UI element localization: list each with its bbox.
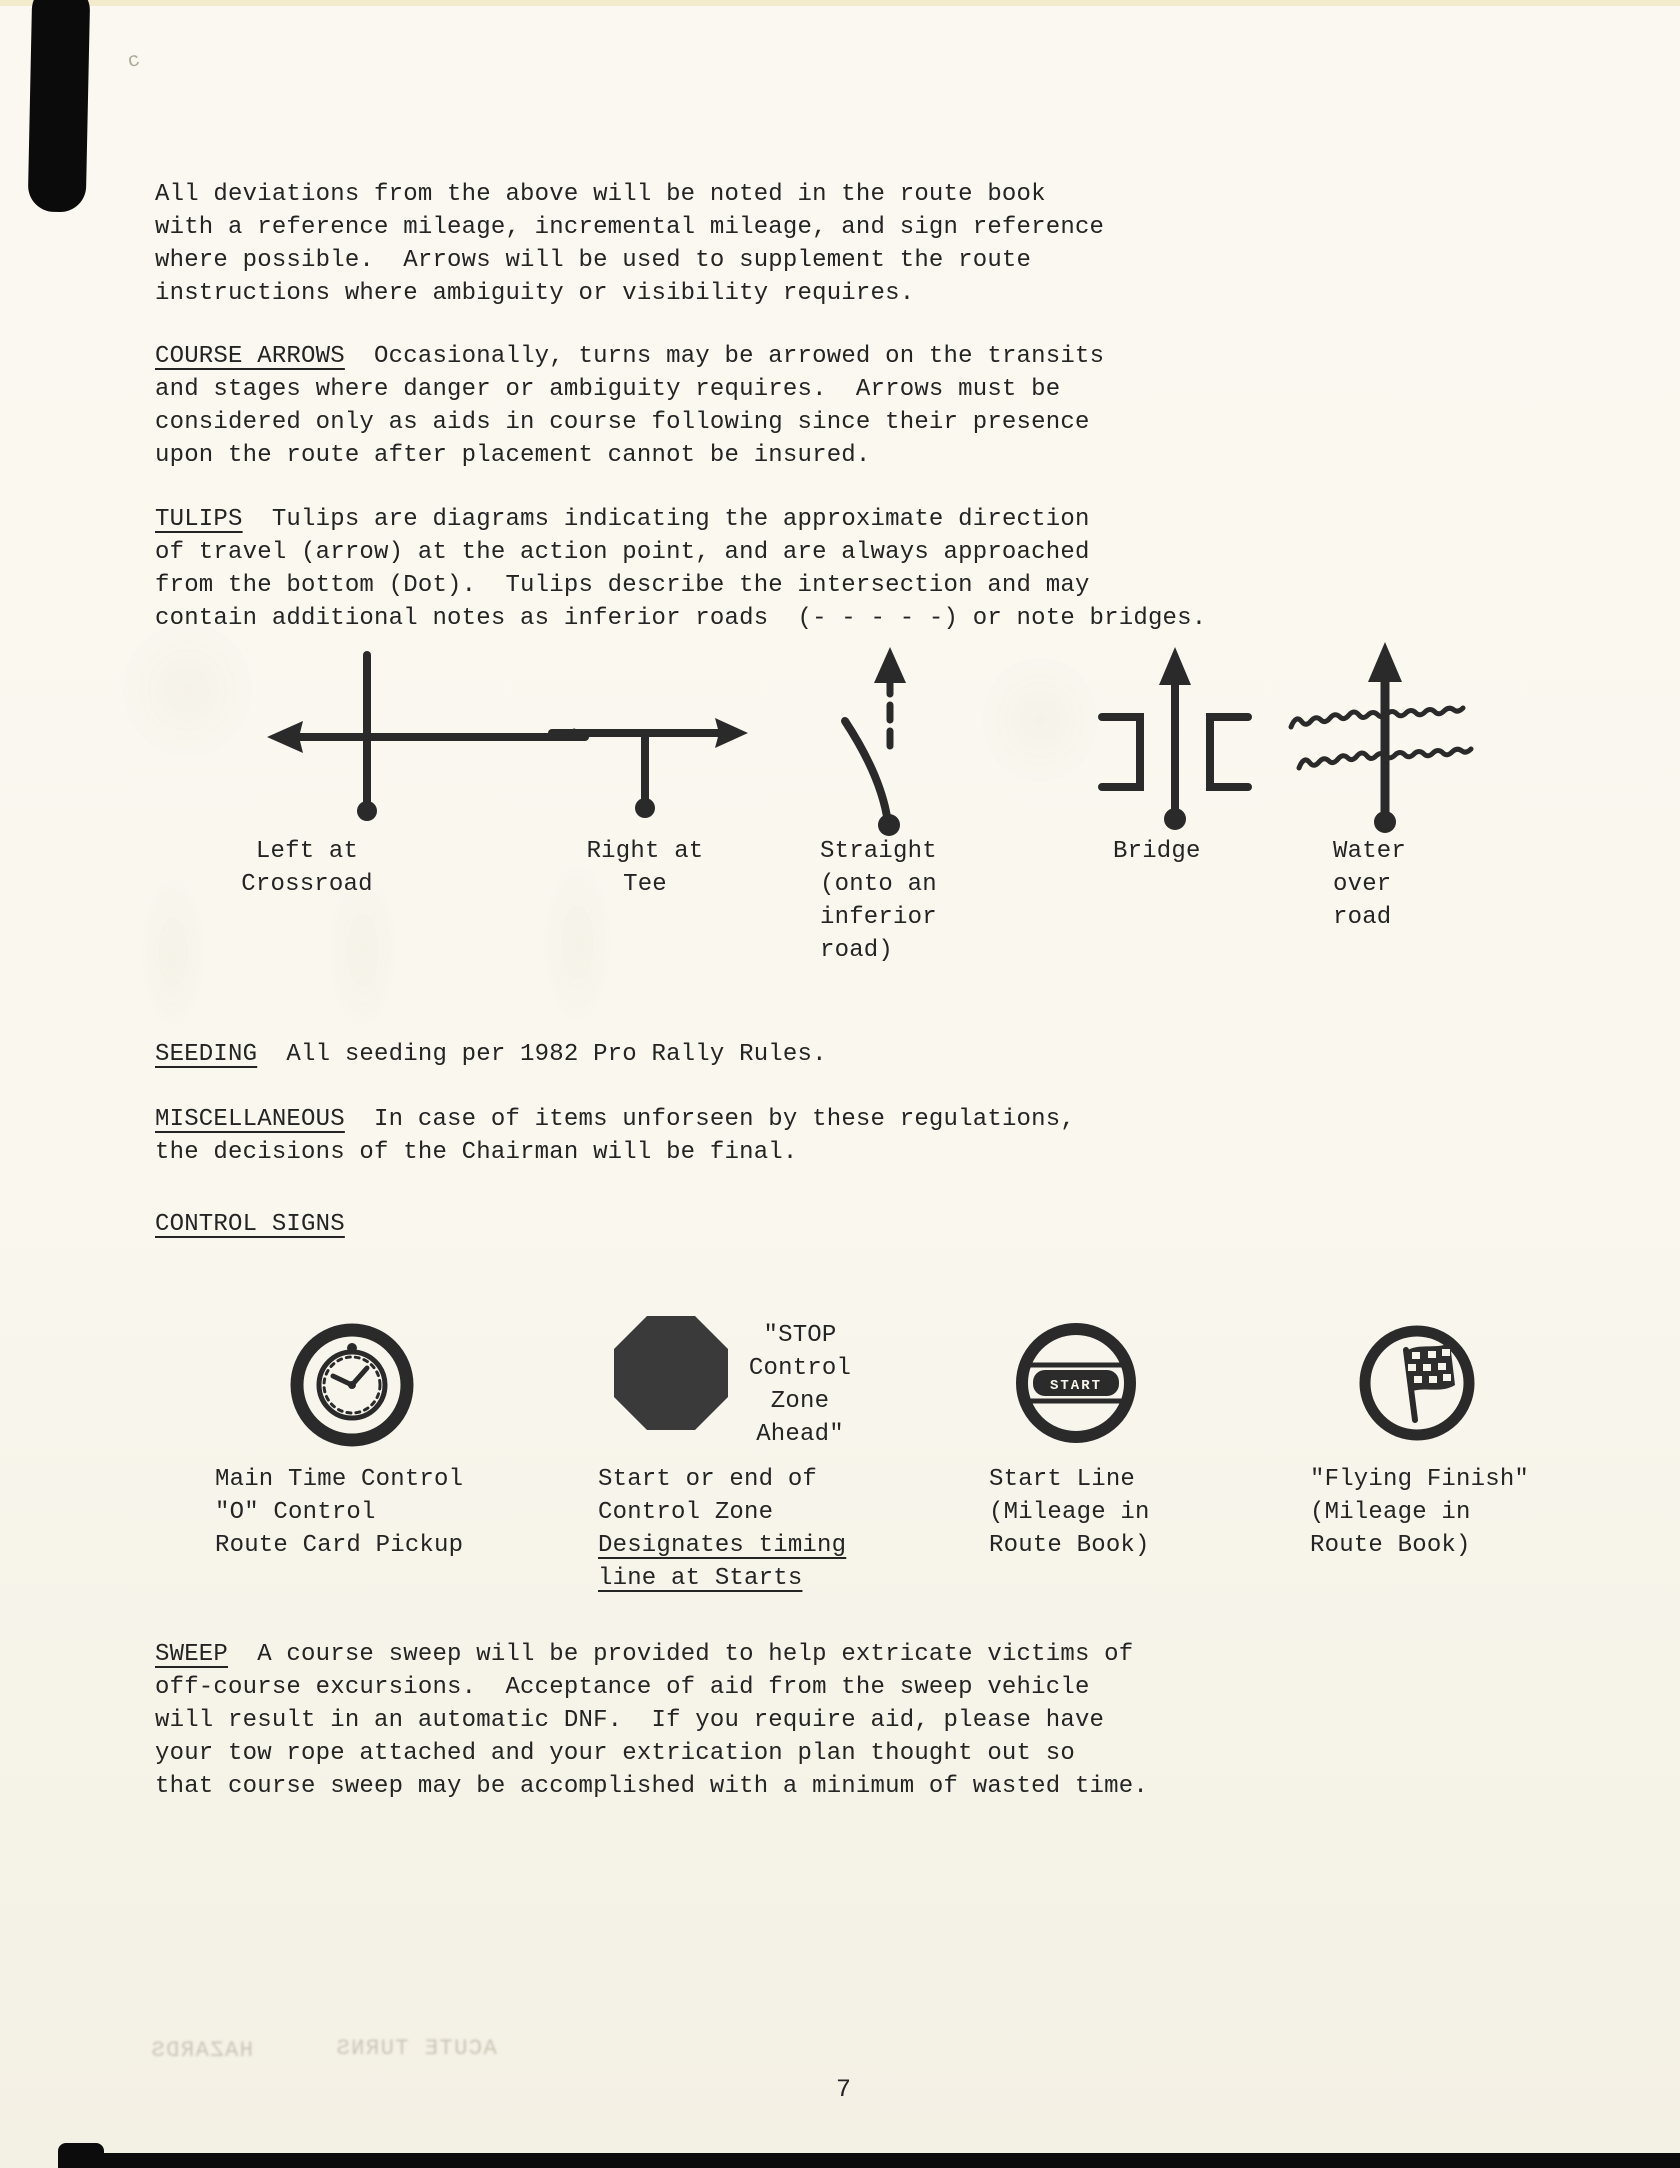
- underlined-span: line at Starts: [598, 1565, 803, 1592]
- text-line: Start Line: [989, 1466, 1136, 1493]
- intro-paragraph: [155, 178, 1104, 310]
- start-icon-text: START: [1049, 1378, 1103, 1394]
- text-line: Control: [748, 1355, 852, 1382]
- control-zone-caption: [598, 1463, 846, 1595]
- text-line: Straight: [820, 838, 937, 865]
- text-line: Tee: [623, 871, 667, 898]
- text-line: instructions where ambiguity or visibility requires.: [155, 280, 915, 307]
- text-line: "O" Control: [215, 1499, 376, 1526]
- text-line: "STOP: [763, 1322, 837, 1349]
- seeding-paragraph: [155, 1038, 827, 1071]
- sweep-paragraph: [155, 1638, 1148, 1803]
- start-line-caption: [989, 1463, 1150, 1562]
- text-line: will result in an automatic DNF. If you require aid, please have: [155, 1707, 1105, 1734]
- seeding-heading: SEEDING: [155, 1041, 258, 1068]
- text-line: of travel (arrow) at the action point, and are always approached: [155, 539, 1090, 566]
- text-line: Ahead": [756, 1421, 844, 1448]
- water-label: [1333, 835, 1406, 934]
- bleedthrough-text: HAZARDS: [150, 2038, 253, 2063]
- tee-right-tulip-diagram: [535, 685, 765, 835]
- text-line: Main Time Control: [215, 1466, 464, 1493]
- miscellaneous-heading: MISCELLANEOUS: [155, 1106, 345, 1133]
- text-line: Control Zone: [598, 1499, 774, 1526]
- text-line: [155, 1208, 345, 1241]
- text-line: upon the route after placement cannot be insured.: [155, 442, 871, 469]
- text-line: All deviations from the above will be noted in the route book: [155, 181, 1046, 208]
- miscellaneous-paragraph: [155, 1103, 1075, 1169]
- text-line: (Mileage in: [1310, 1499, 1471, 1526]
- underlined-span: Designates timing: [598, 1532, 847, 1559]
- text-line: Water: [1333, 838, 1407, 865]
- text-line: Route Book): [989, 1532, 1150, 1559]
- text-line: [155, 340, 1104, 373]
- page-number: 7: [836, 2075, 852, 2104]
- text-line: from the bottom (Dot). Tulips describe the intersection and may: [155, 572, 1090, 599]
- text-line: road: [1333, 904, 1392, 931]
- text-span: Tulips are diagrams indicating the approximate direction: [242, 506, 1090, 533]
- text-line: (onto an: [820, 871, 937, 898]
- text-line: that course sweep may be accomplished with a minimum of wasted time.: [155, 1773, 1148, 1800]
- text-line: [155, 1038, 827, 1071]
- text-line: considered only as aids in course following since their presence: [155, 409, 1090, 436]
- text-span: A course sweep will be provided to help extricate victims of: [228, 1641, 1134, 1668]
- text-line: [155, 1638, 1148, 1671]
- text-line: Crossroad: [241, 871, 373, 898]
- text-span: In case of items unforseen by these regulations,: [344, 1106, 1075, 1133]
- text-line: Route Book): [1310, 1532, 1471, 1559]
- tee-label: [570, 835, 720, 901]
- course-arrows-heading: COURSE ARROWS: [155, 343, 345, 370]
- stop-octagon-icon: [606, 1308, 736, 1438]
- text-line: [155, 1103, 1075, 1136]
- text-line: Right at: [586, 838, 704, 865]
- bleedthrough-smudge: [975, 650, 1105, 790]
- main-time-control-caption: [215, 1463, 463, 1562]
- start-line-icon: [1001, 1308, 1151, 1458]
- pen-mark: c: [125, 49, 143, 74]
- text-line: Start or end of: [598, 1466, 818, 1493]
- text-line: Zone: [770, 1388, 830, 1415]
- bleedthrough-text: ACUTE TURNS: [335, 2036, 497, 2061]
- checkered-flag-icon: [1342, 1308, 1492, 1458]
- tulips-heading: TULIPS: [155, 506, 243, 533]
- straight-inferior-road-tulip-diagram: [815, 635, 965, 845]
- text-line: over: [1333, 871, 1392, 898]
- stop-zone-note: [735, 1319, 865, 1451]
- crossroad-label: [232, 835, 382, 901]
- text-line: Left at: [255, 838, 359, 865]
- text-line: [598, 1562, 846, 1595]
- text-line: the decisions of the Chairman will be final.: [155, 1139, 798, 1166]
- clock-icon: [277, 1310, 427, 1460]
- flying-finish-caption: [1310, 1463, 1529, 1562]
- text-line: [155, 503, 1206, 536]
- water-over-road-tulip-diagram: [1285, 630, 1495, 845]
- text-span: Occasionally, turns may be arrowed on the transits: [344, 343, 1105, 370]
- text-line: Route Card Pickup: [215, 1532, 464, 1559]
- bleedthrough-smudge: [115, 615, 260, 765]
- text-line: "Flying Finish": [1310, 1466, 1530, 1493]
- course-arrows-paragraph: [155, 340, 1104, 472]
- sweep-heading: SWEEP: [155, 1641, 229, 1668]
- text-line: (Mileage in: [989, 1499, 1150, 1526]
- scan-artifact-black-bar: [28, 0, 91, 213]
- text-line: off-course excursions. Acceptance of aid from the sweep vehicle: [155, 1674, 1090, 1701]
- scan-artifact-bottom-nub: [58, 2143, 104, 2168]
- control-signs-section: [155, 1208, 345, 1241]
- bridge-label: [1113, 835, 1201, 868]
- scan-artifact-top-edge: [0, 0, 1680, 6]
- tulips-paragraph: [155, 503, 1206, 635]
- text-line: [598, 1529, 846, 1562]
- control-signs-heading: CONTROL SIGNS: [155, 1211, 345, 1238]
- text-span: All seeding per 1982 Pro Rally Rules.: [257, 1041, 827, 1068]
- text-line: your tow rope attached and your extrication plan thought out so: [155, 1740, 1075, 1767]
- straight-label: [820, 835, 937, 967]
- scan-artifact-bottom-strip: [92, 2153, 1680, 2168]
- text-line: where possible. Arrows will be used to supplement the route: [155, 247, 1032, 274]
- bridge-tulip-diagram: [1090, 635, 1265, 840]
- text-line: contain additional notes as inferior roads (- - - - -) or note bridges.: [155, 605, 1207, 632]
- bleedthrough-smudge: [138, 870, 208, 1035]
- text-line: road): [820, 937, 894, 964]
- text-line: inferior: [820, 904, 937, 931]
- text-line: Bridge: [1113, 838, 1201, 865]
- text-line: and stages where danger or ambiguity requires. Arrows must be: [155, 376, 1061, 403]
- text-line: with a reference mileage, incremental mileage, and sign reference: [155, 214, 1105, 241]
